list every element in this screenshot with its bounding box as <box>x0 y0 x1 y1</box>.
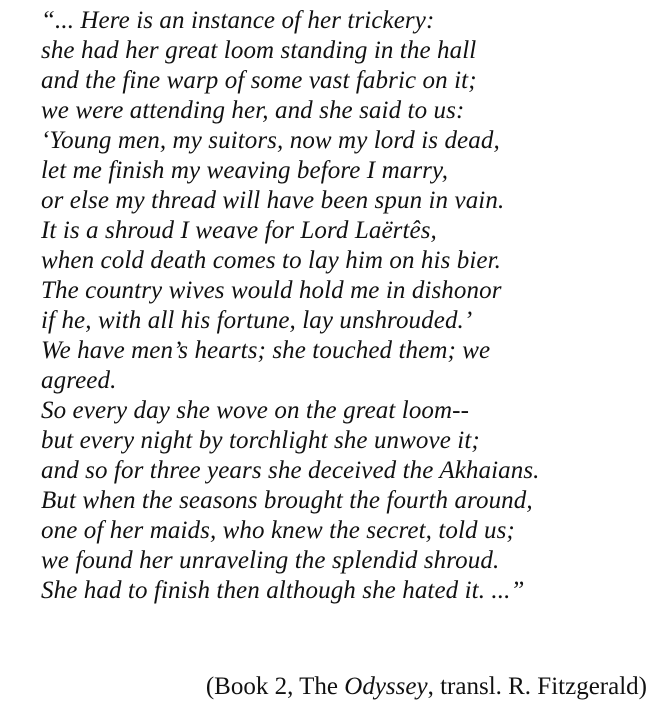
citation-suffix: , transl. R. Fitzgerald) <box>427 673 647 700</box>
poem-line: It is a shroud I weave for Lord Laërtês, <box>41 217 437 244</box>
poem-line: ‘Young men, my suitors, now my lord is dead, <box>41 127 500 154</box>
poem-line: The country wives would hold me in dishonor <box>41 277 502 304</box>
poem-line: but every night by torchlight she unwove it; <box>41 427 480 454</box>
poem-line: “... Here is an instance of her trickery: <box>41 7 435 34</box>
poem-line: if he, with all his fortune, lay unshrouded.’ <box>41 307 473 334</box>
poem-line: and so for three years she deceived the Akhaians. <box>41 457 540 484</box>
poem-line: She had to finish then although she hated it. ...” <box>41 577 525 604</box>
poem-line: agreed. <box>41 367 117 394</box>
citation-prefix: (Book 2, The <box>205 673 345 700</box>
poem-excerpt <box>41 6 647 606</box>
poem-line: one of her maids, who knew the secret, told us; <box>41 517 515 544</box>
poem-line: we found her unraveling the splendid shroud. <box>41 547 500 574</box>
poem-line: But when the seasons brought the fourth around, <box>41 487 533 514</box>
poem-line: we were attending her, and she said to us: <box>41 97 465 124</box>
poem-line: when cold death comes to lay him on his bier. <box>41 247 501 274</box>
poem-line: she had her great loom standing in the hall <box>41 37 477 64</box>
poem-line: We have men’s hearts; she touched them; we <box>41 337 491 364</box>
poem-line: or else my thread will have been spun in vain. <box>41 187 505 214</box>
poem-line: let me finish my weaving before I marry, <box>41 157 449 184</box>
citation-work-title: Odyssey <box>344 673 428 700</box>
citation <box>206 671 647 703</box>
poem-line: and the fine warp of some vast fabric on it; <box>41 67 477 94</box>
poem-line: So every day she wove on the great loom-- <box>41 397 470 424</box>
